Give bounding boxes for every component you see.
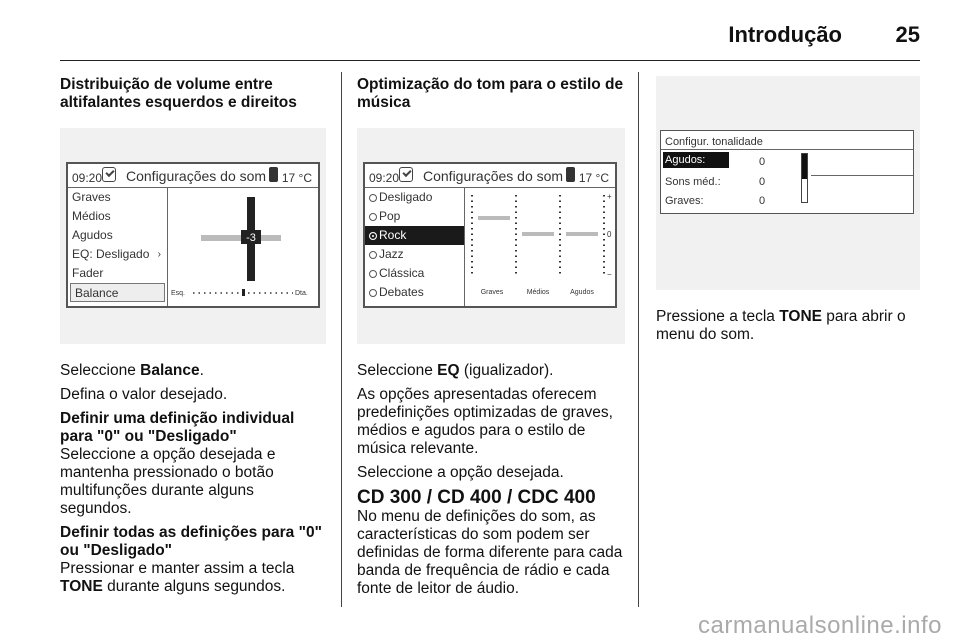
eq-band-label-graves: Graves <box>480 289 504 296</box>
text: Seleccione <box>357 362 438 379</box>
paragraph <box>60 362 326 380</box>
eq-preset-classica[interactable] <box>365 264 464 283</box>
balance-right-label: Dta. <box>295 290 308 297</box>
eq-preset-label: Desligado <box>379 190 433 204</box>
section-heading: Optimização do tom para o estilo de música <box>357 76 624 111</box>
balance-value: -3 <box>246 232 256 244</box>
screen-title: Configurações do som <box>126 168 267 184</box>
tone-row-agudos[interactable] <box>663 152 801 168</box>
eq-preset-label: Jazz <box>379 247 404 261</box>
paragraph: Defina o valor desejado. <box>60 386 228 403</box>
balance-position-tick <box>242 289 245 296</box>
eq-preset-rock[interactable] <box>365 226 464 245</box>
paragraph: Seleccione a opção desejada e mantenha pressionado o botão multifunções durante alguns segundos. <box>60 446 276 517</box>
eq-band-label-agudos: Agudos <box>570 289 594 296</box>
text: durante alguns segundos. <box>102 578 286 595</box>
menu-item-eq[interactable] <box>68 245 167 264</box>
screen-top-bar <box>68 164 318 188</box>
radio-icon <box>369 270 377 278</box>
eq-preset-debates[interactable] <box>365 283 464 302</box>
clock-time: 09:20 <box>369 171 400 185</box>
paragraph: No menu de definições do som, as características do som podem ser definidas de forma diferente para cada banda de frequência de rádio e cada fonte de leitor de áudio. <box>357 508 623 597</box>
radio-icon <box>369 251 377 259</box>
clock-time: 09:20 <box>72 171 103 185</box>
paragraph <box>357 362 625 380</box>
page-number: 25 <box>895 22 920 47</box>
tone-row-label: Sons méd.: <box>665 176 721 188</box>
tone-row-label: Graves: <box>665 195 704 207</box>
tone-title-divider <box>661 149 913 150</box>
check-icon <box>399 167 413 182</box>
eq-preset-label: Rock <box>379 228 407 242</box>
temperature: 17 °C <box>578 171 609 185</box>
text: (igualizador). <box>459 362 554 379</box>
paragraph: Seleccione a opção desejada. <box>357 464 564 481</box>
text: . <box>199 362 204 379</box>
tone-row-label: Agudos: <box>663 152 729 168</box>
eq-level-graves <box>478 216 510 220</box>
menu-item-agudos[interactable]: Agudos <box>72 228 113 242</box>
eq-preset-label: Debates <box>379 285 424 299</box>
sound-menu-list <box>68 188 168 306</box>
eq-scale-minus: − <box>607 270 612 279</box>
model-heading: CD 300 / CD 400 / CDC 400 <box>357 487 596 508</box>
tone-level-fill <box>802 154 807 179</box>
radio-icon <box>369 289 377 297</box>
watermark-brand: carmanualsonline.info <box>698 612 942 639</box>
paragraph <box>60 560 326 596</box>
temperature: 17 °C <box>281 171 312 185</box>
screen-title: Configurações do som <box>423 168 564 184</box>
page-header <box>60 14 920 61</box>
column-3 <box>656 76 920 350</box>
tone-row-value: 0 <box>759 195 766 207</box>
eq-preset-jazz[interactable] <box>365 245 464 264</box>
eq-preset-label: Clássica <box>379 266 425 280</box>
column-2 <box>357 76 625 604</box>
tone-level-slider[interactable] <box>801 153 808 203</box>
bold-text: EQ <box>437 362 460 379</box>
bold-text: TONE <box>779 308 822 325</box>
balance-screen-figure <box>60 128 326 344</box>
eq-graphic <box>466 189 615 307</box>
text: Pressione a tecla <box>656 308 780 325</box>
eq-band-label-medios: Médios <box>526 289 550 296</box>
subheading: Definir todas as definições para "0" ou "Desligado" <box>60 524 322 559</box>
tone-row-graves[interactable] <box>663 191 801 207</box>
column-1 <box>60 76 326 602</box>
eq-preset-list <box>365 188 465 306</box>
tone-screen <box>660 130 914 214</box>
menu-item-balance[interactable]: Balance <box>70 283 165 302</box>
eq-preset-pop[interactable] <box>365 207 464 226</box>
eq-level-agudos <box>566 232 598 236</box>
eq-level-medios <box>522 232 554 236</box>
menu-item-graves[interactable]: Graves <box>72 190 111 204</box>
tone-row-sons-med[interactable] <box>663 172 801 188</box>
balance-graphic <box>169 189 318 307</box>
subheading: Definir uma definição individual para "0" ou "Desligado" <box>60 410 295 445</box>
tone-row-divider <box>811 175 913 176</box>
section-heading: Distribuição de volume entre altifalantes esquerdos e direitos <box>60 76 297 111</box>
tone-row-value: 0 <box>759 156 766 168</box>
radio-icon <box>369 213 377 221</box>
balance-screen <box>66 162 320 308</box>
text: Pressionar e manter assim a tecla <box>60 560 295 577</box>
menu-item-fader[interactable]: Fader <box>72 266 104 280</box>
eq-preset-desligado[interactable] <box>365 188 464 207</box>
radio-selected-icon <box>369 232 377 240</box>
radio-icon <box>369 194 377 202</box>
eq-screen <box>363 162 617 308</box>
header-title: Introdução <box>728 22 842 47</box>
menu-item-eq-label: EQ: Desligado <box>72 247 150 261</box>
temperature-icon <box>566 167 575 182</box>
eq-preset-label: Pop <box>379 209 401 223</box>
tone-screen-figure <box>656 76 920 290</box>
menu-item-medios[interactable]: Médios <box>72 209 111 223</box>
text: Seleccione <box>60 362 141 379</box>
bold-text: TONE <box>60 578 103 595</box>
chevron-right-icon: › <box>157 249 161 260</box>
column-divider <box>638 72 639 607</box>
eq-scale-plus: + <box>607 192 612 201</box>
eq-screen-figure <box>357 128 625 344</box>
tone-screen-title: Configur. tonalidade <box>665 136 763 148</box>
temperature-icon <box>269 167 278 182</box>
tone-row-value: 0 <box>759 176 766 188</box>
screen-top-bar <box>365 164 615 188</box>
check-icon <box>102 167 116 182</box>
bold-text: Balance <box>140 362 200 379</box>
eq-scale-zero: 0 <box>607 230 612 239</box>
paragraph <box>656 308 920 344</box>
column-divider <box>341 72 342 607</box>
balance-left-label: Esq. <box>171 290 186 297</box>
paragraph: As opções apresentadas oferecem predefinições optimizadas de graves, médios e agudos para o estilo de música relevante. <box>357 386 613 457</box>
text: para abrir o menu do som. <box>656 308 906 343</box>
